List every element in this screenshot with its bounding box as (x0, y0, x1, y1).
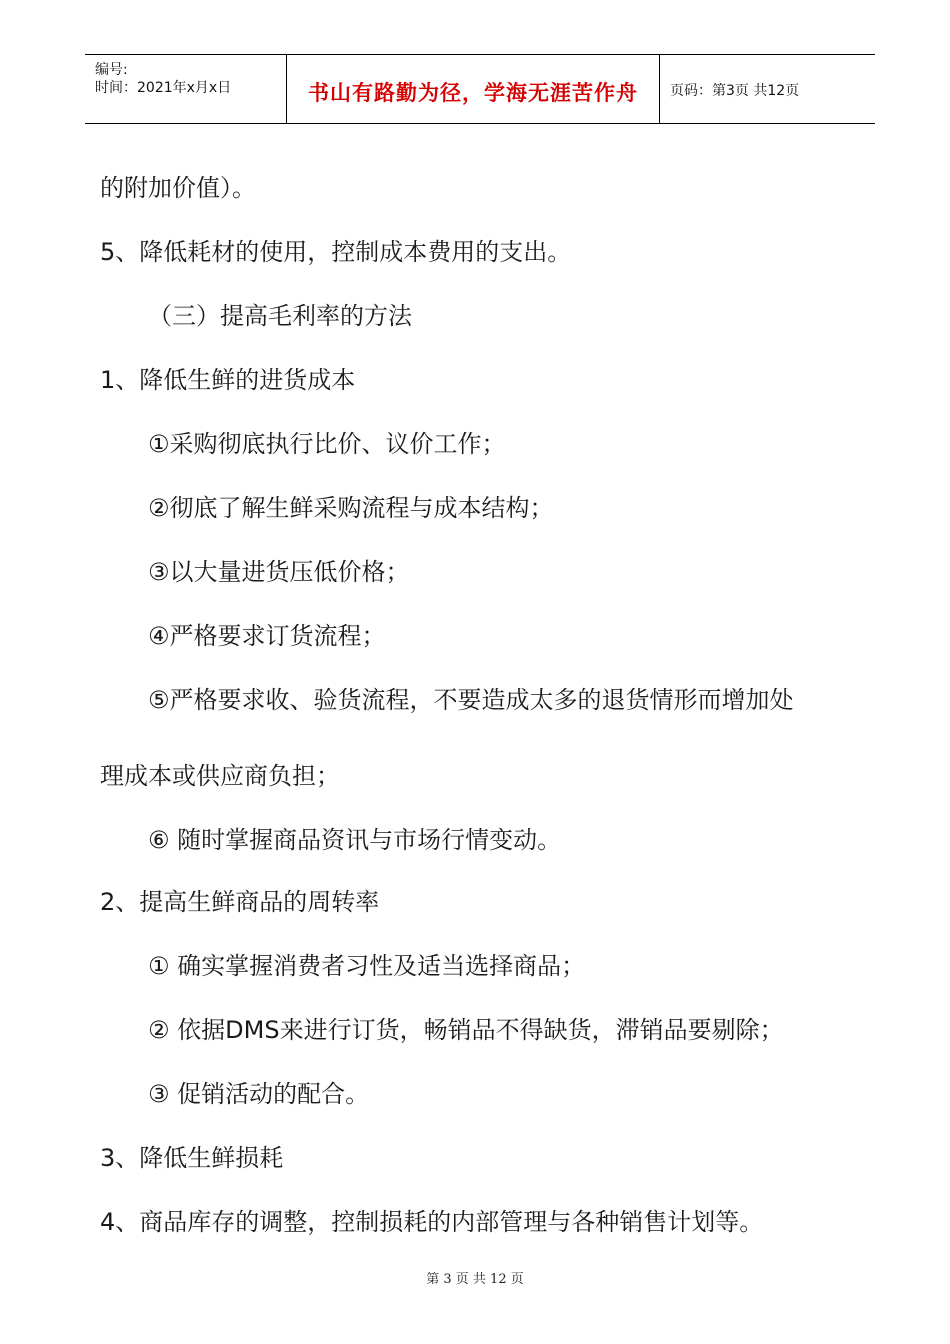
header-motto: 书山有路勤为径，学海无涯苦作舟 (308, 81, 638, 105)
list-item-1: 1、降低生鲜的进货成本 (100, 366, 356, 394)
document-header (85, 54, 875, 124)
sub-item-3: ③以大量进货压低价格； (148, 558, 410, 586)
sub-item-2-3: ③ 促销活动的配合。 (148, 1080, 370, 1108)
sub-item-6: ⑥ 随时掌握商品资讯与市场行情变动。 (148, 826, 562, 854)
header-meta-cell (85, 55, 287, 123)
section-heading: （三）提高毛利率的方法 (148, 302, 412, 330)
list-item-2: 2、提高生鲜商品的周转率 (100, 888, 380, 916)
sub-item-1: ①采购彻底执行比价、议价工作； (148, 430, 506, 458)
sub-item-5: ⑤严格要求收、验货流程，不要造成太多的退货情形而增加处 (148, 686, 794, 714)
sub-item-2-1: ① 确实掌握消费者习性及适当选择商品； (148, 952, 586, 980)
sub-item-5-continuation: 理成本或供应商负担； (100, 762, 340, 790)
header-page-number: 页码：第3页 共12页 (670, 83, 800, 99)
header-page-cell (660, 55, 875, 123)
date-label: 时间：2021年x月x日 (95, 80, 232, 96)
sub-item-2-2: ② 依据DMS来进行订货，畅销品不得缺货，滞销品要剔除； (148, 1016, 784, 1044)
sub-item-4: ④严格要求订货流程； (148, 622, 386, 650)
list-item-3: 3、降低生鲜损耗 (100, 1144, 284, 1172)
header-motto-cell (287, 55, 660, 123)
list-item-5: 5、降低耗材的使用，控制成本费用的支出。 (100, 238, 572, 266)
sub-item-2: ②彻底了解生鲜采购流程与成本结构； (148, 494, 554, 522)
footer-page-number: 第 3 页 共 12 页 (426, 1272, 524, 1287)
list-item-4: 4、商品库存的调整，控制损耗的内部管理与各种销售计划等。 (100, 1208, 764, 1236)
serial-number-label: 编号: (95, 62, 128, 78)
paragraph-continuation: 的附加价值）。 (100, 174, 256, 202)
